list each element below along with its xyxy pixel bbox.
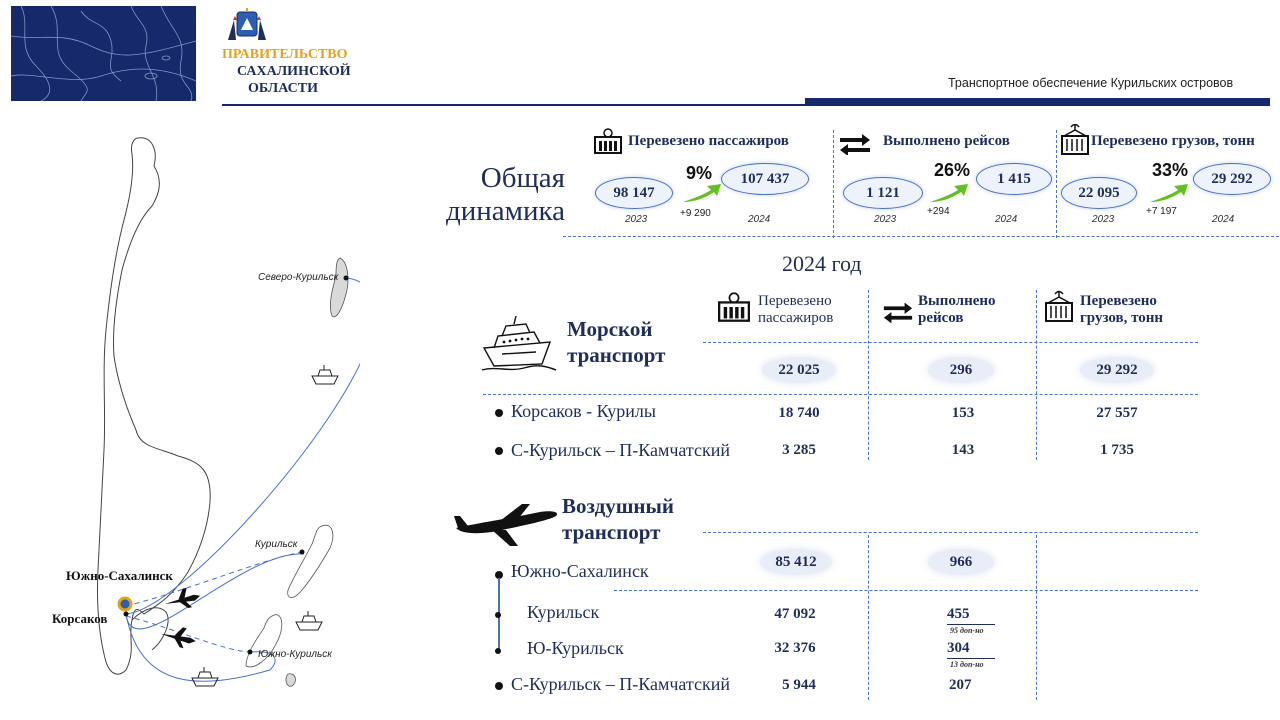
air-title-l1: Воздушный (562, 494, 675, 518)
kpi-flights-curr-year: 2024 (995, 214, 1018, 225)
map-plane-icon-2 (158, 622, 198, 651)
air-col-divider-2 (1036, 535, 1037, 700)
sea-route-name: С-Курильск – П-Камчатский (511, 440, 731, 460)
sea-route-cargo: 27 557 (1096, 405, 1138, 421)
map-label-severo-kurilsk: Северо-Курильск (258, 272, 339, 283)
kpi-cargo-delta: +7 197 (1146, 206, 1177, 217)
col-head-passengers-l2: пассажиров (758, 310, 834, 326)
kpi-cargo-curr-year: 2024 (1212, 214, 1235, 225)
sea-title-l1: Морской (567, 317, 653, 341)
kpi-cargo-prev-year: 2023 (1092, 214, 1115, 225)
air-route-note-rule (947, 624, 995, 625)
gov-title-line2: САХАЛИНСКОЙ (237, 64, 351, 79)
map-label-kurilsk: Курильск (255, 539, 298, 550)
air-title-l2: транспорт (562, 520, 661, 544)
air-hub-name: Южно-Сахалинск (511, 561, 649, 581)
dynamics-title-line2: динамика (445, 195, 565, 227)
shikotan-island (286, 674, 296, 687)
sea-header-divider (703, 342, 1198, 343)
map-ship-icon-1 (312, 365, 338, 384)
sea-totals-divider (483, 394, 1198, 395)
government-title (222, 46, 351, 97)
air-route-bullet (495, 682, 503, 690)
kpi-passengers-delta: +9 290 (680, 208, 711, 219)
kpi-flights-label: Выполнено рейсов (883, 133, 1010, 149)
dynamics-title (420, 162, 565, 228)
sea-route-name: Корсаков - Курилы (511, 401, 656, 421)
sea-route-bullet (495, 409, 503, 417)
map-plane-icon-1 (163, 586, 202, 612)
air-route-bullet (495, 648, 501, 654)
air-route-name: Ю-Курильск (527, 638, 624, 658)
kpi-divider-2 (1056, 130, 1057, 238)
growth-arrow-icon (1148, 180, 1190, 204)
kpi-passengers-prev: 98 147 (595, 177, 673, 209)
kpi-flights-prev-year: 2023 (874, 214, 897, 225)
kpi-flights-curr: 1 415 (976, 163, 1052, 195)
col-head-flights (918, 293, 996, 327)
growth-arrow-icon (928, 180, 970, 204)
growth-arrow-icon (681, 180, 723, 204)
passengers-icon (718, 292, 750, 322)
kpi-passengers-prev-year: 2023 (625, 214, 648, 225)
kpi-passengers-curr: 107 437 (721, 163, 809, 195)
dynamics-bottom-divider (563, 236, 1279, 237)
air-transport-title (562, 493, 674, 545)
air-route-name: Курильск (527, 602, 600, 622)
air-route-passengers: 47 092 (774, 606, 816, 622)
cargo-container-icon (1044, 290, 1074, 324)
col-head-flights-l2: рейсов (918, 310, 964, 326)
air-hub-divider (614, 590, 1198, 591)
flights-arrows-icon (838, 133, 872, 155)
air-hub-passengers: 85 412 (760, 549, 832, 575)
gov-title-line3: ОБЛАСТИ (248, 81, 318, 96)
sea-route-bullet (495, 447, 503, 455)
sea-title-l2: транспорт (567, 343, 666, 367)
sea-route-cargo: 1 735 (1100, 442, 1134, 458)
map-ship-icon-3 (192, 667, 218, 686)
gov-title-line1: ПРАВИТЕЛЬСТВО (222, 47, 348, 62)
header-banner-map (11, 6, 196, 101)
paramushir-island (330, 258, 348, 317)
air-route-note: 95 доп-но (950, 626, 984, 635)
kpi-cargo-pct: 33% (1152, 160, 1189, 180)
sea-total-flights: 296 (928, 357, 994, 383)
kpi-cargo-curr: 29 292 (1193, 163, 1271, 195)
header-rule-thin (222, 104, 1270, 106)
ship-icon (480, 312, 558, 374)
sea-route-flights: 143 (951, 442, 975, 458)
col-head-cargo-l2: грузов, тонн (1080, 310, 1164, 326)
sea-transport-title (567, 316, 666, 368)
kpi-passengers-curr-year: 2024 (748, 214, 771, 225)
sea-col-divider-1 (868, 290, 869, 460)
air-route-flights: 304 (947, 640, 970, 656)
presentation-title: Транспортное обеспечение Курильских островов (948, 76, 1234, 90)
air-route-name: С-Курильск – П-Камчатский (511, 674, 731, 694)
flights-arrows-icon (882, 298, 914, 328)
kpi-passengers-pct: 9% (686, 163, 713, 183)
kpi-cargo-prev: 22 095 (1061, 177, 1137, 209)
col-head-cargo (1080, 293, 1163, 327)
kpi-divider-1 (833, 130, 834, 238)
airplane-icon (452, 500, 560, 548)
air-col-divider-1 (868, 535, 869, 700)
sea-route-passengers: 3 285 (782, 442, 816, 458)
col-head-passengers-l1: Перевезено (758, 293, 832, 309)
passengers-icon (594, 128, 622, 154)
map-label-yuzhno-sakhalinsk: Южно-Сахалинск (66, 568, 173, 583)
kpi-cargo-label: Перевезено грузов, тонн (1091, 133, 1255, 149)
air-route-flights: 207 (949, 677, 972, 693)
cargo-container-icon (1060, 124, 1090, 156)
kpi-flights-prev: 1 121 (843, 177, 923, 209)
air-route-note-rule (947, 658, 995, 659)
year-2024-title: 2024 год (782, 251, 862, 276)
map-ship-icon-2 (296, 611, 322, 630)
kpi-flights-pct: 26% (934, 160, 971, 180)
sea-total-cargo: 29 292 (1080, 357, 1154, 383)
sakhalin-island-outline (97, 138, 210, 674)
map-label-yuzhno-kurilsk: Южно-Курильск (258, 649, 333, 660)
air-route-flights: 455 (947, 606, 970, 622)
dynamics-title-line1: Общая (480, 162, 565, 194)
col-head-passengers (758, 293, 833, 327)
iturup-island (288, 525, 333, 597)
kpi-passengers-label: Перевезено пассажиров (628, 133, 789, 149)
sea-route-flights: 153 (951, 405, 975, 421)
air-route-passengers: 5 944 (782, 677, 816, 693)
sea-col-divider-2 (1036, 290, 1037, 460)
col-head-flights-l1: Выполнено (918, 293, 996, 309)
topographic-pattern (11, 6, 196, 101)
yuzhno-sakhalinsk-marker (119, 598, 131, 610)
col-head-cargo-l1: Перевезено (1080, 293, 1157, 309)
map-label-korsakov: Корсаков (52, 611, 108, 626)
kpi-flights-delta: +294 (927, 206, 950, 217)
coat-of-arms-icon (226, 6, 268, 42)
air-route-passengers: 32 376 (774, 640, 816, 656)
air-route-note: 13 доп-но (950, 660, 984, 669)
air-hub-flights: 966 (928, 549, 994, 575)
sea-total-passengers: 22 025 (762, 357, 836, 383)
air-header-divider (703, 532, 1198, 533)
air-route-bullet (495, 612, 501, 618)
sea-route-passengers: 18 740 (778, 405, 820, 421)
